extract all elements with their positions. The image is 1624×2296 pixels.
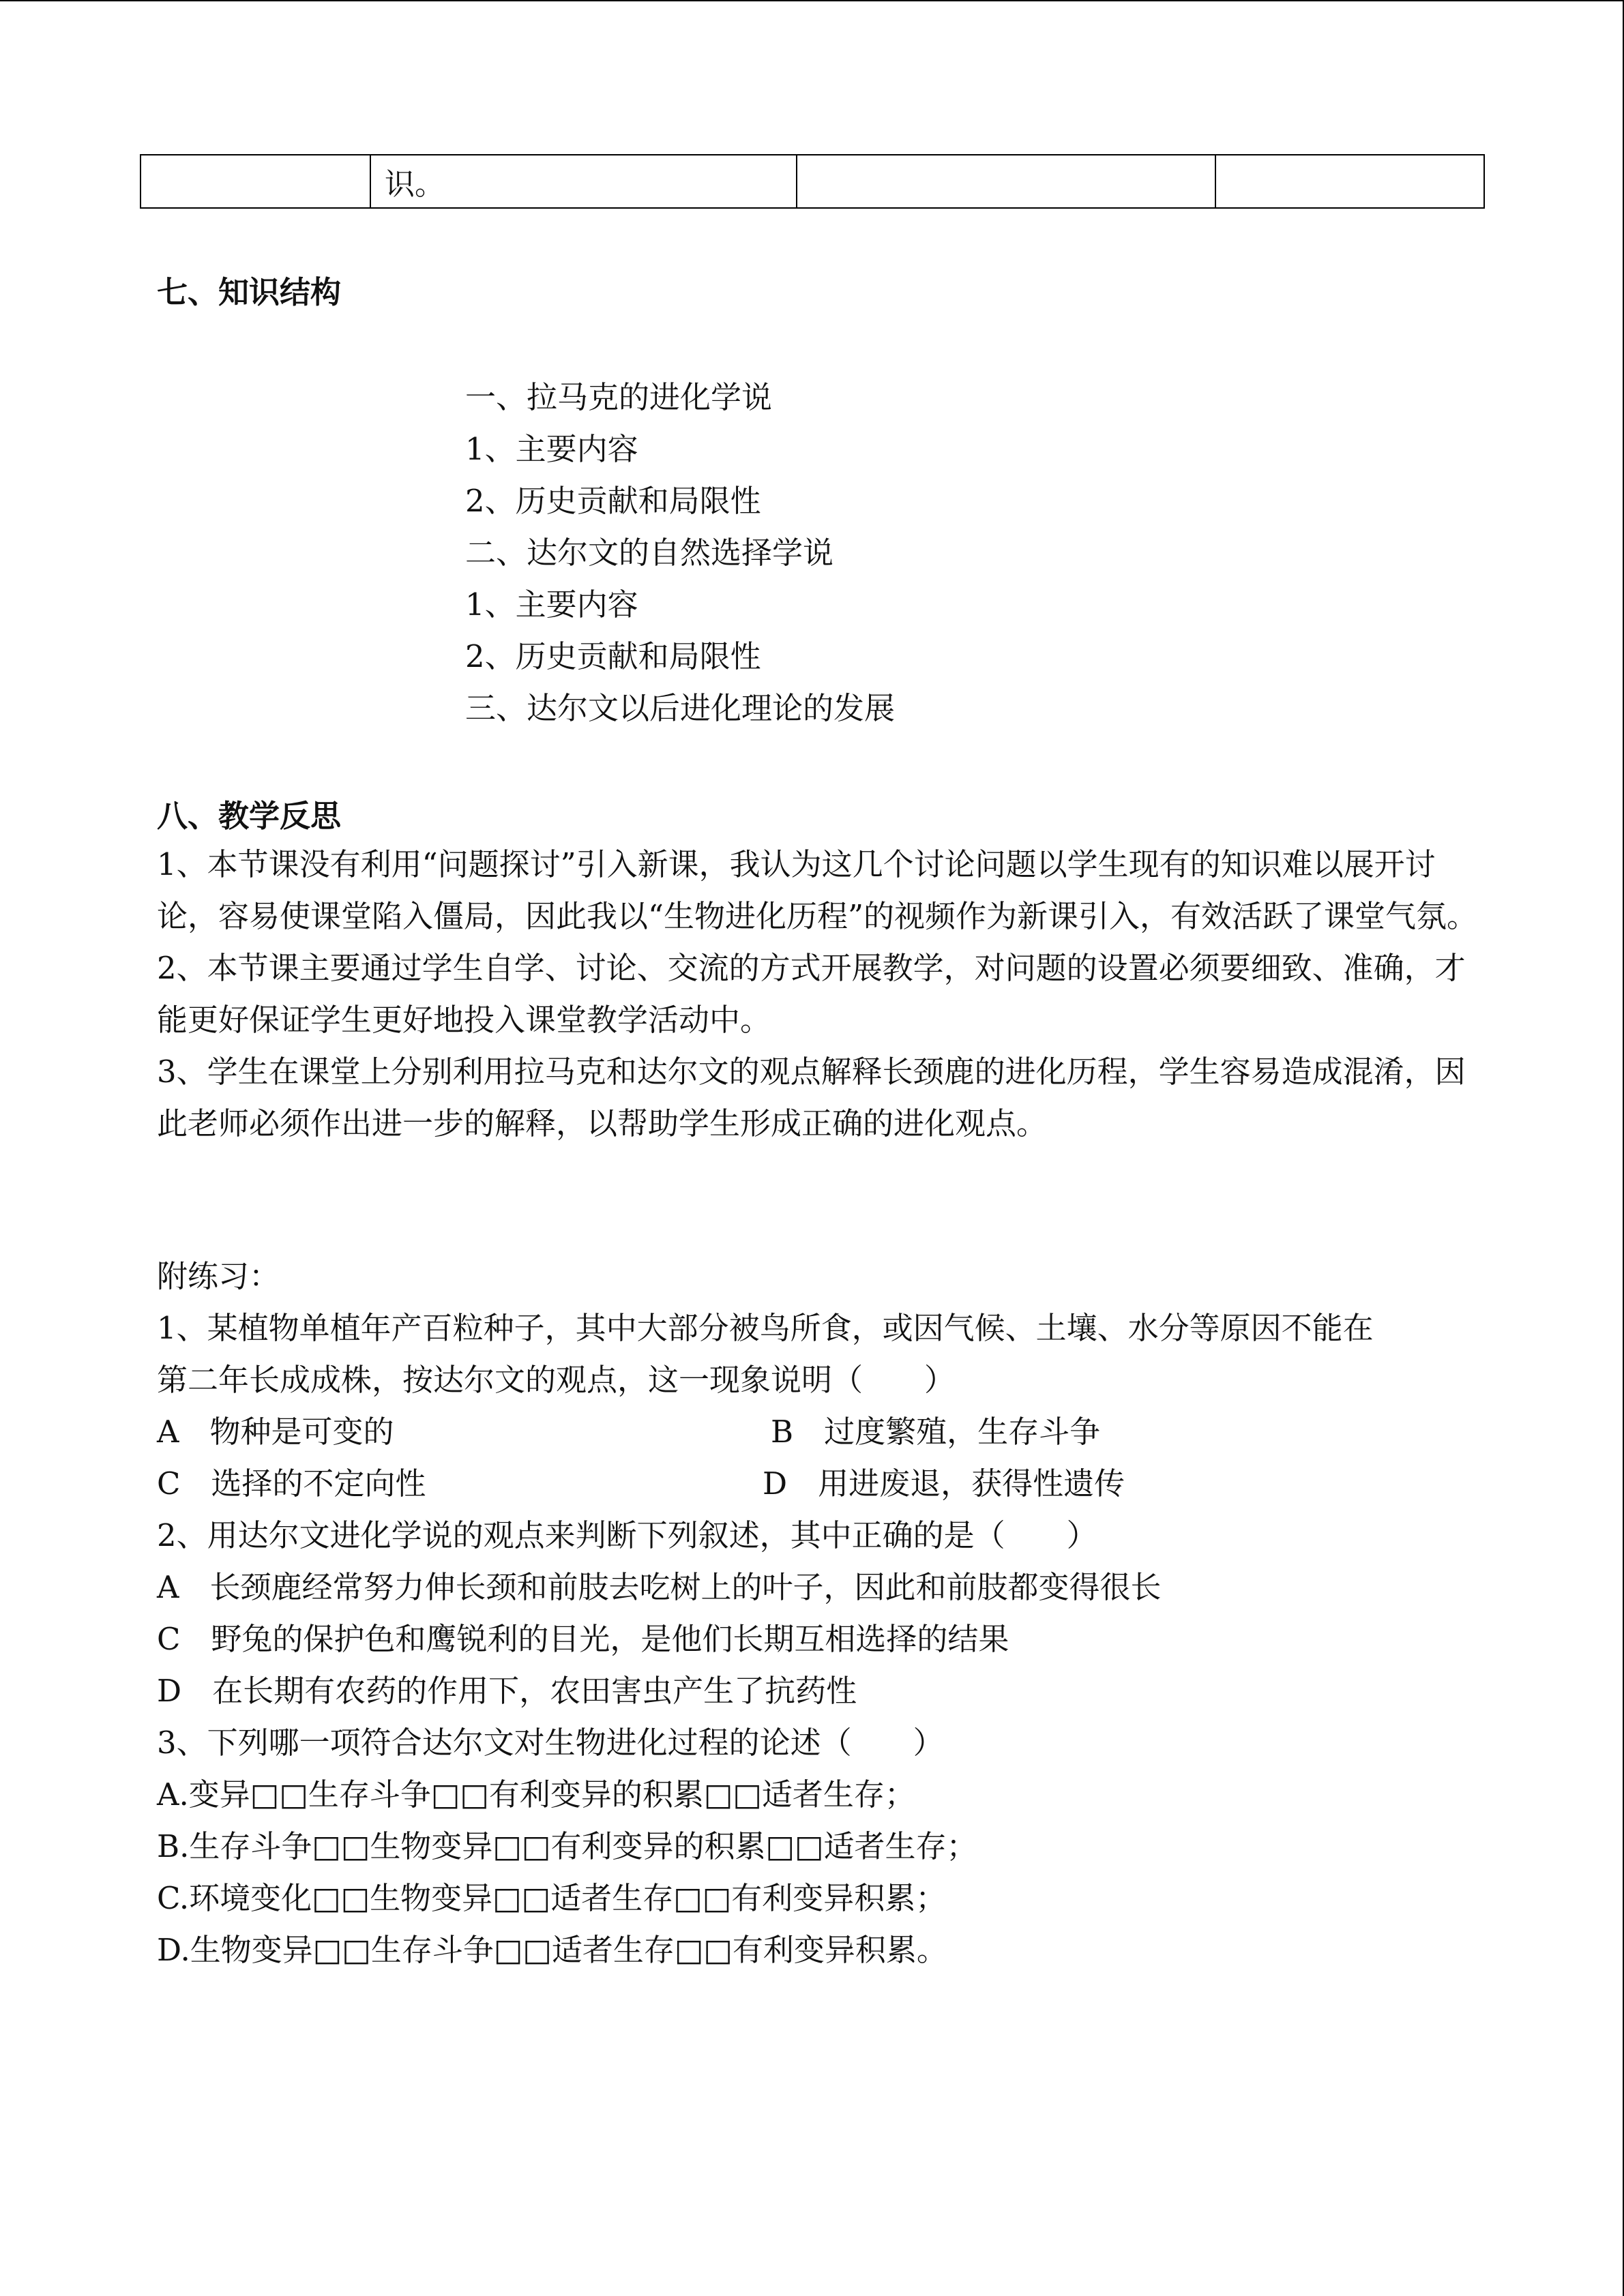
option-c: C 野兔的保护色和鹰锐利的目光，是他们长期互相选择的结果 xyxy=(157,1621,1009,1657)
teaching-reflection xyxy=(157,839,1480,1150)
paragraph: 1、本节课没有利用“问题探讨”引入新课，我认为这几个讨论问题以学生现有的知识难以展开讨论，容易使课堂陷入僵局，因此我以“生物进化历程”的视频作为新课引入，有效活跃了课堂气氛。 xyxy=(157,846,1478,934)
exercises xyxy=(157,1251,1480,1976)
option-c: C 选择的不定向性 xyxy=(157,1465,426,1502)
list-item: 1、主要内容 xyxy=(465,586,638,623)
knowledge-structure-list xyxy=(465,372,895,734)
list-item: 2、历史贡献和局限性 xyxy=(465,483,761,519)
table-cell xyxy=(1215,155,1484,208)
question-1-options-cd xyxy=(157,1458,1480,1510)
table-cell xyxy=(141,155,370,208)
list-item: 三、达尔文以后进化理论的发展 xyxy=(465,690,896,726)
question-1-options-ab xyxy=(157,1406,1480,1458)
option-b: B 过度繁殖，生存斗争 xyxy=(771,1414,1101,1450)
option-d: D 在长期有农药的作用下，农田害虫产生了抗药性 xyxy=(157,1673,857,1709)
exercise-title: 附练习： xyxy=(157,1258,280,1294)
table-cell: 识。 xyxy=(370,155,797,208)
continued-table xyxy=(140,154,1485,209)
section-8-heading: 八、教学反思 xyxy=(157,798,342,834)
table-row xyxy=(141,155,1484,208)
list-item: 2、历史贡献和局限性 xyxy=(465,638,761,674)
option-d: D 用进废退，获得性遗传 xyxy=(763,1465,1125,1502)
option-c: C.环境变化□□生物变异□□适者生存□□有利变异积累； xyxy=(157,1880,947,1916)
list-item: 二、达尔文的自然选择学说 xyxy=(465,535,834,571)
section-7-heading: 七、知识结构 xyxy=(157,274,342,310)
paragraph: 3、学生在课堂上分别利用拉马克和达尔文的观点解释长颈鹿的进化历程，学生容易造成混淆，因此老师必须作出进一步的解释，以帮助学生形成正确的进化观点。 xyxy=(157,1054,1466,1142)
option-a: A.变异□□生存斗争□□有利变异的积累□□适者生存； xyxy=(157,1776,915,1813)
option-a: A 长颈鹿经常努力伸长颈和前肢去吃树上的叶子，因此和前肢都变得很长 xyxy=(157,1569,1162,1605)
option-a: A 物种是可变的 xyxy=(157,1414,394,1450)
paragraph: 2、本节课主要通过学生自学、讨论、交流的方式开展教学，对问题的设置必须要细致、准确，才能更好保证学生更好地投入课堂教学活动中。 xyxy=(157,950,1466,1038)
question-3-stem: 3、下列哪一项符合达尔文对生物进化过程的论述（ ） xyxy=(157,1725,944,1761)
question-1-line-2: 第二年长成成株，按达尔文的观点，这一现象说明（ ） xyxy=(157,1362,956,1398)
table-cell xyxy=(797,155,1215,208)
option-d: D.生物变异□□生存斗争□□适者生存□□有利变异积累。 xyxy=(157,1932,947,1968)
page-border-top xyxy=(0,0,1624,1)
question-1-line-1: 1、某植物单植年产百粒种子，其中大部分被鸟所食，或因气候、土壤、水分等原因不能在 xyxy=(157,1310,1374,1346)
question-2-stem: 2、用达尔文进化学说的观点来判断下列叙述，其中正确的是（ ） xyxy=(157,1517,1097,1553)
list-item: 一、拉马克的进化学说 xyxy=(465,379,773,415)
option-b: B.生存斗争□□生物变异□□有利变异的积累□□适者生存； xyxy=(157,1828,977,1864)
list-item: 1、主要内容 xyxy=(465,431,638,467)
